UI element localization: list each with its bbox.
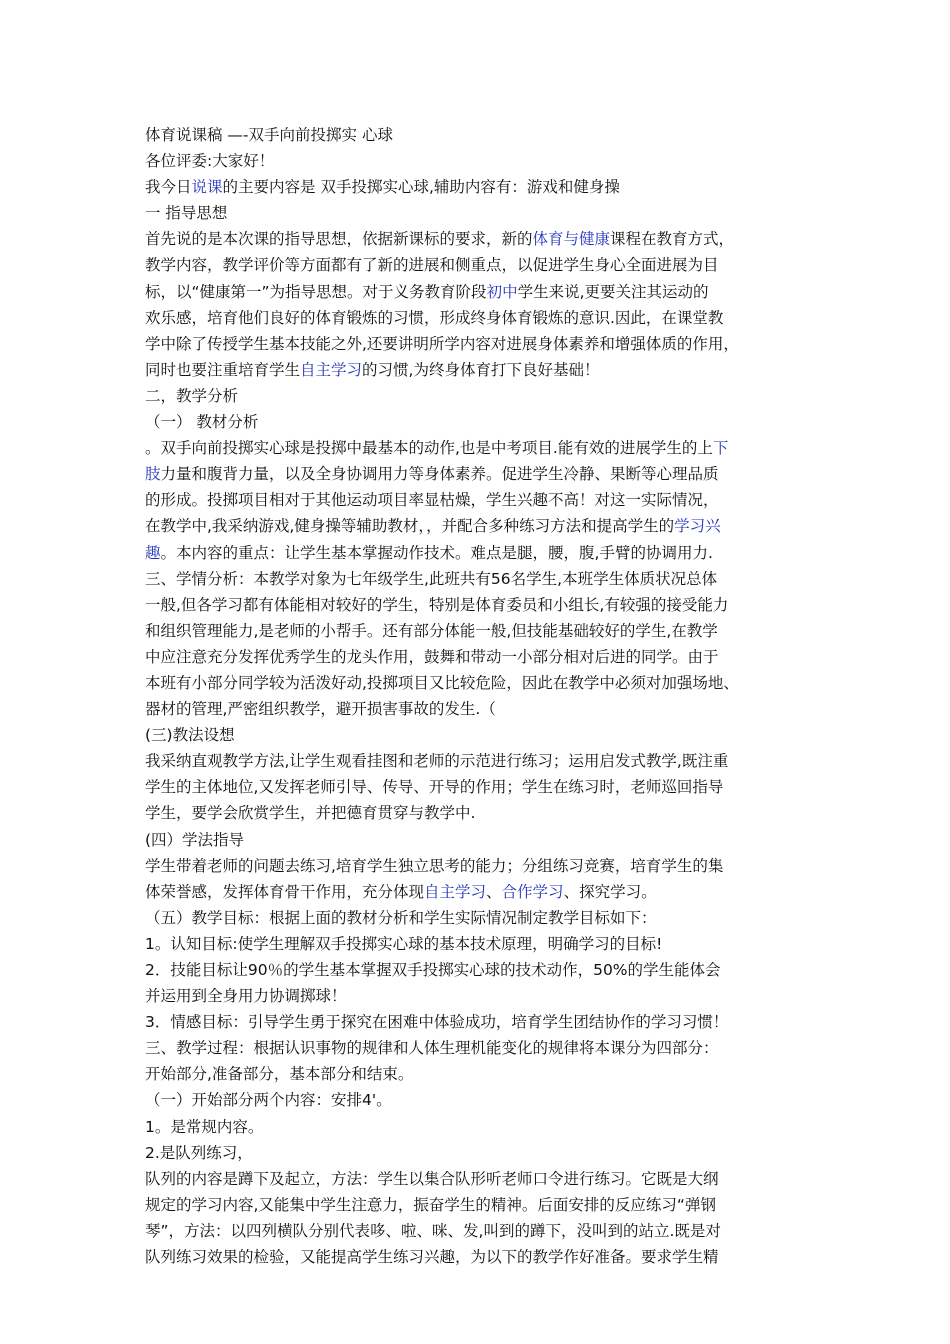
text-run: 欢乐感，培育他们良好的体育锻炼的习惯，形成终身体育锻炼的意识.因此，在课堂教 [145, 308, 724, 327]
inline-link[interactable]: 学习兴 [674, 517, 721, 536]
text-run: 2.是队列练习， [145, 1143, 253, 1162]
text-run: （一）开始部分两个内容：安排4'。 [145, 1091, 392, 1110]
text-run: 学生的主体地位,又发挥老师引导、传导、开导的作用；学生在练习时，老师巡回指导 [145, 778, 724, 797]
text-run: 学中除了传授学生基本技能之外,还要讲明所学内容对进展身体素养和增强体质的作用， [145, 334, 739, 353]
text-line [145, 409, 815, 435]
text-line [145, 487, 815, 513]
text-run: 标，以“健康第一”为指导思想。对于义务教育阶段 [145, 282, 487, 301]
text-line [145, 853, 815, 879]
text-line [145, 540, 815, 566]
text-line [145, 200, 815, 226]
text-run: 体育说课稿 —-双手向前投掷实 心球 [145, 126, 393, 144]
text-line [145, 435, 815, 461]
text-line [145, 1061, 815, 1087]
text-run: 开始部分,准备部分，基本部分和结束。 [145, 1065, 414, 1084]
text-run: (四）学法指导 [145, 830, 245, 849]
text-line [145, 618, 815, 644]
text-run: 2．技能目标让90％的学生基本掌握双手投掷实心球的技术动作，50%的学生能体会 [145, 961, 721, 979]
inline-link[interactable]: 自主学习 [300, 360, 363, 379]
text-line [145, 148, 815, 174]
text-line [145, 983, 815, 1009]
text-line [145, 800, 815, 826]
text-line [145, 774, 815, 800]
text-run: 我采纳直观教学方法,让学生观看挂图和老师的示范进行练习；运用启发式教学,既注重 [145, 752, 729, 771]
text-run: 1。认知目标:使学生理解双手投掷实心球的基本技术原理，明确学习的目标! [145, 934, 663, 953]
text-line [145, 696, 815, 722]
text-run: （一） 教材分析 [145, 413, 259, 432]
text-line [145, 748, 815, 774]
text-line [145, 722, 815, 748]
text-run: 教学内容，教学评价等方面都有了新的进展和侧重点，以促进学生身心全面进展为目 [145, 256, 719, 275]
text-run: 学生，要学会欣赏学生，并把德育贯穿与教学中. [145, 804, 476, 823]
text-line [145, 357, 815, 383]
text-line [145, 226, 815, 252]
text-run: 队列练习效果的检验，又能提高学生练习兴趣，为以下的教学作好准备。要求学生精 [145, 1248, 719, 1267]
text-line [145, 1114, 815, 1140]
text-line [145, 1087, 815, 1113]
text-run: 二，教学分析 [145, 386, 239, 405]
text-run: 的形成。投掷项目相对于其他运动项目率显枯燥，学生兴趣不高！对这一实际情况， [145, 491, 719, 510]
text-line [145, 905, 815, 931]
inline-link[interactable]: 肢 [145, 465, 161, 484]
inline-link[interactable]: 初中 [486, 282, 518, 301]
text-line [145, 957, 815, 983]
text-run: (三)教法设想 [145, 726, 235, 745]
text-line [145, 461, 815, 487]
text-line [145, 670, 815, 696]
text-line [145, 1009, 815, 1035]
text-run: 学生带着老师的问题去练习,培育学生独立思考的能力；分组练习竞赛，培育学生的集 [145, 856, 724, 875]
text-run: 3．情感目标：引导学生勇于探究在困难中体验成功，培育学生团结协作的学习习惯！ [145, 1013, 729, 1032]
text-run: 学生来说,更要关注其运动的 [517, 282, 709, 301]
text-run: 队列的内容是蹲下及起立，方法：学生以集合队形听老师口令进行练习。它既是大纲 [145, 1169, 719, 1188]
text-line [145, 305, 815, 331]
text-line [145, 1218, 815, 1244]
text-line [145, 644, 815, 670]
text-run: 器材的管理,严密组织教学，避开损害事故的发生.（ [145, 700, 496, 719]
text-run: 三、学情分析：本教学对象为七年级学生,此班共有56名学生,本班学生体质状况总体 [145, 569, 718, 588]
text-run: 体荣誉感，发挥体育骨干作用，充分体现 [145, 882, 425, 901]
text-line [145, 252, 815, 278]
text-line [145, 513, 815, 539]
text-run: 1。是常规内容。 [145, 1117, 264, 1136]
text-line [145, 879, 815, 905]
text-run: 首先说的是本次课的指导思想，依据新课标的要求，新的 [145, 230, 533, 249]
text-line [145, 1192, 815, 1218]
text-run: 中应注意充分发挥优秀学生的龙头作用，鼓舞和带动一小部分相对后进的同学。由于 [145, 647, 719, 666]
text-line [145, 122, 815, 148]
text-line [145, 931, 815, 957]
text-line [145, 1140, 815, 1166]
text-line [145, 827, 815, 853]
text-line [145, 592, 815, 618]
text-run: 三、教学过程：根据认识事物的规律和人体生理机能变化的规律将本课分为四部分： [145, 1039, 719, 1058]
text-run: 在教学中,我采纳游戏,健身操等辅助教材，，并配合多种练习方法和提高学生的 [145, 517, 675, 536]
inline-link[interactable]: 体育与健康 [532, 230, 611, 249]
text-run: 同时也要注重培育学生 [145, 360, 301, 379]
text-run: 的习惯,为终身体育打下良好基础！ [362, 360, 600, 379]
text-run: 、 [486, 882, 502, 901]
inline-link[interactable]: 说课 [191, 178, 223, 197]
inline-link[interactable]: 自主学习 [424, 882, 487, 901]
text-run: 并运用到全身用力协调掷球！ [145, 987, 347, 1006]
inline-link[interactable]: 趣 [145, 543, 161, 562]
text-line [145, 383, 815, 409]
text-line [145, 1244, 815, 1270]
text-run: 、探究学习。 [563, 882, 657, 901]
text-line [145, 1166, 815, 1192]
text-run: 一般,但各学习都有体能相对较好的学生，特别是体育委员和小组长,有较强的接受能力 [145, 595, 729, 614]
text-line [145, 174, 815, 200]
text-run: 规定的学习内容,又能集中学生注意力，振奋学生的精神。后面安排的反应练习“弹钢 [145, 1195, 716, 1214]
inline-link[interactable]: 下 [712, 439, 729, 458]
text-line [145, 1035, 815, 1061]
text-line [145, 566, 815, 592]
text-run: 各位评委:大家好！ [145, 152, 275, 171]
text-line [145, 279, 815, 305]
text-run: 和组织管理能力,是老师的小帮手。还有部分体能一般,但技能基础较好的学生,在教学 [145, 621, 718, 640]
document-body [145, 122, 815, 1270]
text-run: 我今日 [145, 178, 192, 197]
text-run: 课程在教育方式， [610, 230, 735, 249]
text-run: 本班有小部分同学较为活泼好动,投掷项目又比较危险，因此在教学中必须对加强场地、 [145, 673, 739, 692]
text-run: 的主要内容是 双手投掷实心球,辅助内容有：游戏和健身操 [222, 178, 620, 197]
inline-link[interactable]: 合作学习 [501, 882, 564, 901]
text-run: 一 指导思想 [145, 204, 228, 223]
text-run: 。双手向前投掷实心球是投掷中最基本的动作,也是中考项目.能有效的进展学生的上 [145, 439, 713, 458]
text-run: 琴”，方法：以四列横队分别代表哆、啦、咪、发,叫到的蹲下，没叫到的站立.既是对 [145, 1221, 721, 1240]
text-run: 。本内容的重点：让学生基本掌握动作技术。难点是腿，腰，腹,手臂的协调用力. [160, 543, 713, 562]
text-line [145, 331, 815, 357]
text-run: 力量和腹背力量，以及全身协调用力等身体素养。促进学生冷静、果断等心理品质 [160, 465, 719, 484]
text-run: （五）教学目标：根据上面的教材分析和学生实际情况制定教学目标如下： [145, 908, 657, 927]
